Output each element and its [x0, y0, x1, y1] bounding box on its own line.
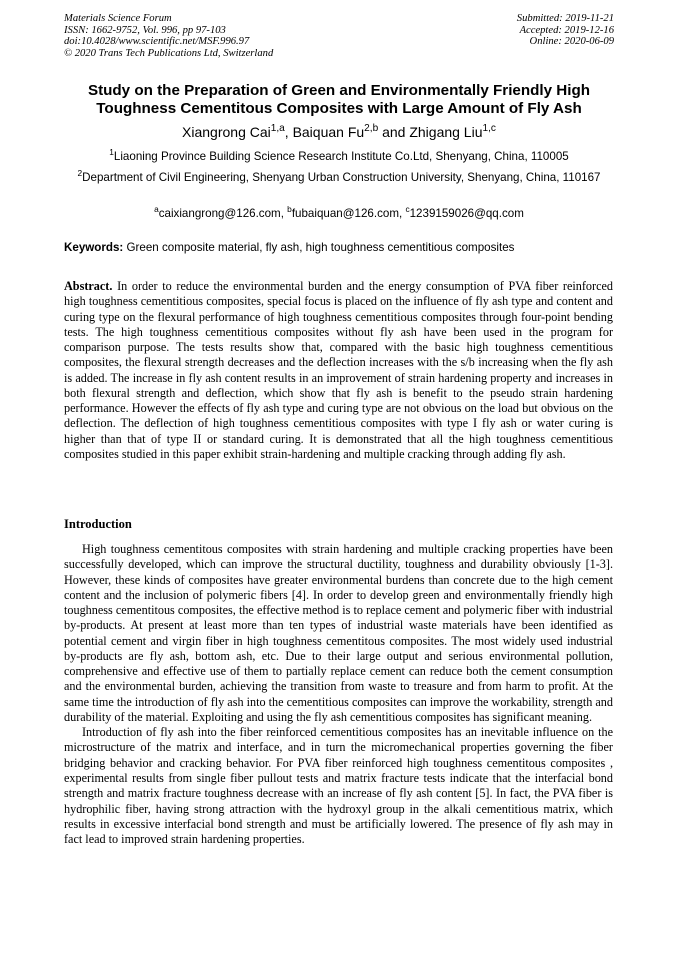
email-superscript: c [405, 203, 410, 214]
paragraph: High toughness cementitous composites with strain hardening and multiple cracking properties have been successfully developed, which can improve the structural ductility, toughness and durability obviously [1-3]. However, these kinds of composites have greater environmental burdens than concrete due to the high cement content and the inclusion of polymeric fibers [4]. In order to develop green and environmentally friendly high toughness cementitous composites, the effective method is to replace cement and polymeric fiber with industrial by-products. At present at least more than ten types of industrial waste materials have been identified as potential cement and virgin fiber in high toughness cementitous composites. The most widely used industrial by-products are fly ash, bottom ash, etc. Due to their large output and serious environmental pollution, comprehensive and effective use of them to partially replace cement can reduce both the cement consumption and the environmental burden, achieving the transition from waste to treasure and from harm to profit. At the same time the introduction of fly ash into the cementitious composites can improve the workability, strength and durability of the material. Exploiting and using the fly ash cementitious composites has significant meaning. [64, 542, 613, 724]
affiliation-2 [70, 167, 608, 186]
paper-title: Study on the Preparation of Green and Environmentally Friendly High Toughness Cementitous Composites with Large Amount of Fly Ash [87, 82, 591, 117]
email-separator: , [280, 207, 288, 220]
email-address[interactable]: 1239159026@qq.com [409, 207, 524, 220]
keywords-label: Keywords: [64, 241, 124, 254]
email-superscript: a [154, 203, 159, 214]
author-name: Xiangrong Cai [182, 124, 271, 140]
email-address[interactable]: caixiangrong@126.com [158, 207, 281, 220]
author-superscript: 1,c [482, 122, 496, 134]
author-name: Baiquan Fu [292, 124, 365, 140]
submitted-date: Submitted: 2019-11-21 [516, 13, 614, 24]
affiliation-text: Department of Civil Engineering, Shenyang Urban Construction University, Shenyang, China, 110167 [82, 171, 601, 184]
author-name: Zhigang Liu [409, 124, 483, 140]
introduction-heading: Introduction [64, 517, 132, 531]
affiliation-text: Liaoning Province Building Science Research Institute Co.Ltd, Shenyang, China, 110005 [113, 150, 569, 163]
email-address[interactable]: fubaiquan@126.com [291, 207, 399, 220]
affiliation-1 [70, 146, 608, 165]
journal-name: Materials Science Forum [64, 13, 172, 24]
email-superscript: b [287, 203, 292, 214]
email-separator: , [398, 207, 406, 220]
copyright-line: © 2020 Trans Tech Publications Ltd, Switzerland [64, 47, 274, 59]
accepted-date: Accepted: 2019-12-16 [519, 24, 614, 36]
introduction-body [64, 542, 613, 847]
keywords [64, 241, 624, 255]
affiliation-superscript: 1 [109, 146, 114, 157]
affiliation-superscript: 2 [77, 167, 83, 178]
journal-info [64, 13, 273, 59]
author-separator: and [378, 124, 410, 140]
abstract-text: In order to reduce the environmental burden and the energy consumption of PVA fiber reinforced high toughness cementitious composites, special focus is placed on the influence of fly ash type and content and curing type on the flexural performance of high toughness cementitious composites through four-point bending tests. The high toughness cementitious composites without fly ash have been used in the program for comparison purpose. The tests results show that, compared with the basic high toughness cementitious composites, the flexural strength decreases and the deflection increases with the s/b increasing when the fly ash is added. The increase in fly ash content results in an improvement of strain hardening property and increases in both flexural strength and deflection, which show that fly ash is benefit to the pseudo strain hardening performance. However the effects of fly ash type and curing type are not obvious on the load but obvious on the deflection. The deflection of high toughness cementitious composites with type I fly ash or water curing is higher than that of type II or standard curing. It is demonstrated that all the high toughness cementitious composites studied in this paper exhibit strain-hardening and multiple cracking through adding fly ash. [64, 279, 613, 461]
submission-dates [517, 13, 614, 48]
online-date: Online: 2020-06-09 [529, 36, 614, 48]
email-list [70, 203, 608, 222]
abstract-label: Abstract. [64, 279, 113, 293]
author-list [40, 123, 638, 141]
author-superscript: 1,a [270, 122, 285, 134]
paragraph: Introduction of fly ash into the fiber reinforced cementitious composites has an inevitable influence on the microstructure of the matrix and interface, and in turn the micromechanical properties governing the fiber bridging behavior and cracking behavior. For PVA fiber reinforced high toughness cementitous composites , experimental results from single fiber pullout tests and matrix fracture tests indicate that the interfacial bond strength and matrix fracture toughness decrease with an increase of fly ash content [5]. In fact, the PVA fiber is hydrophilic fiber, having strong attraction with the hydroxyl group in the alkali cementitious matrix, which results in excessive interfacial bond strength and must be artificially lowered. The presence of fly ash may in fact lead to improved strain hardening properties. [64, 725, 613, 847]
keywords-text: Green composite material, fly ash, high toughness cementitious composites [123, 241, 515, 254]
author-separator: , [284, 124, 293, 140]
doi-line: doi:10.4028/www.scientific.net/MSF.996.97 [64, 36, 250, 48]
issn-line: ISSN: 1662-9752, Vol. 996, pp 97-103 [64, 24, 226, 36]
abstract [64, 279, 613, 462]
author-superscript: 2,b [364, 122, 379, 134]
